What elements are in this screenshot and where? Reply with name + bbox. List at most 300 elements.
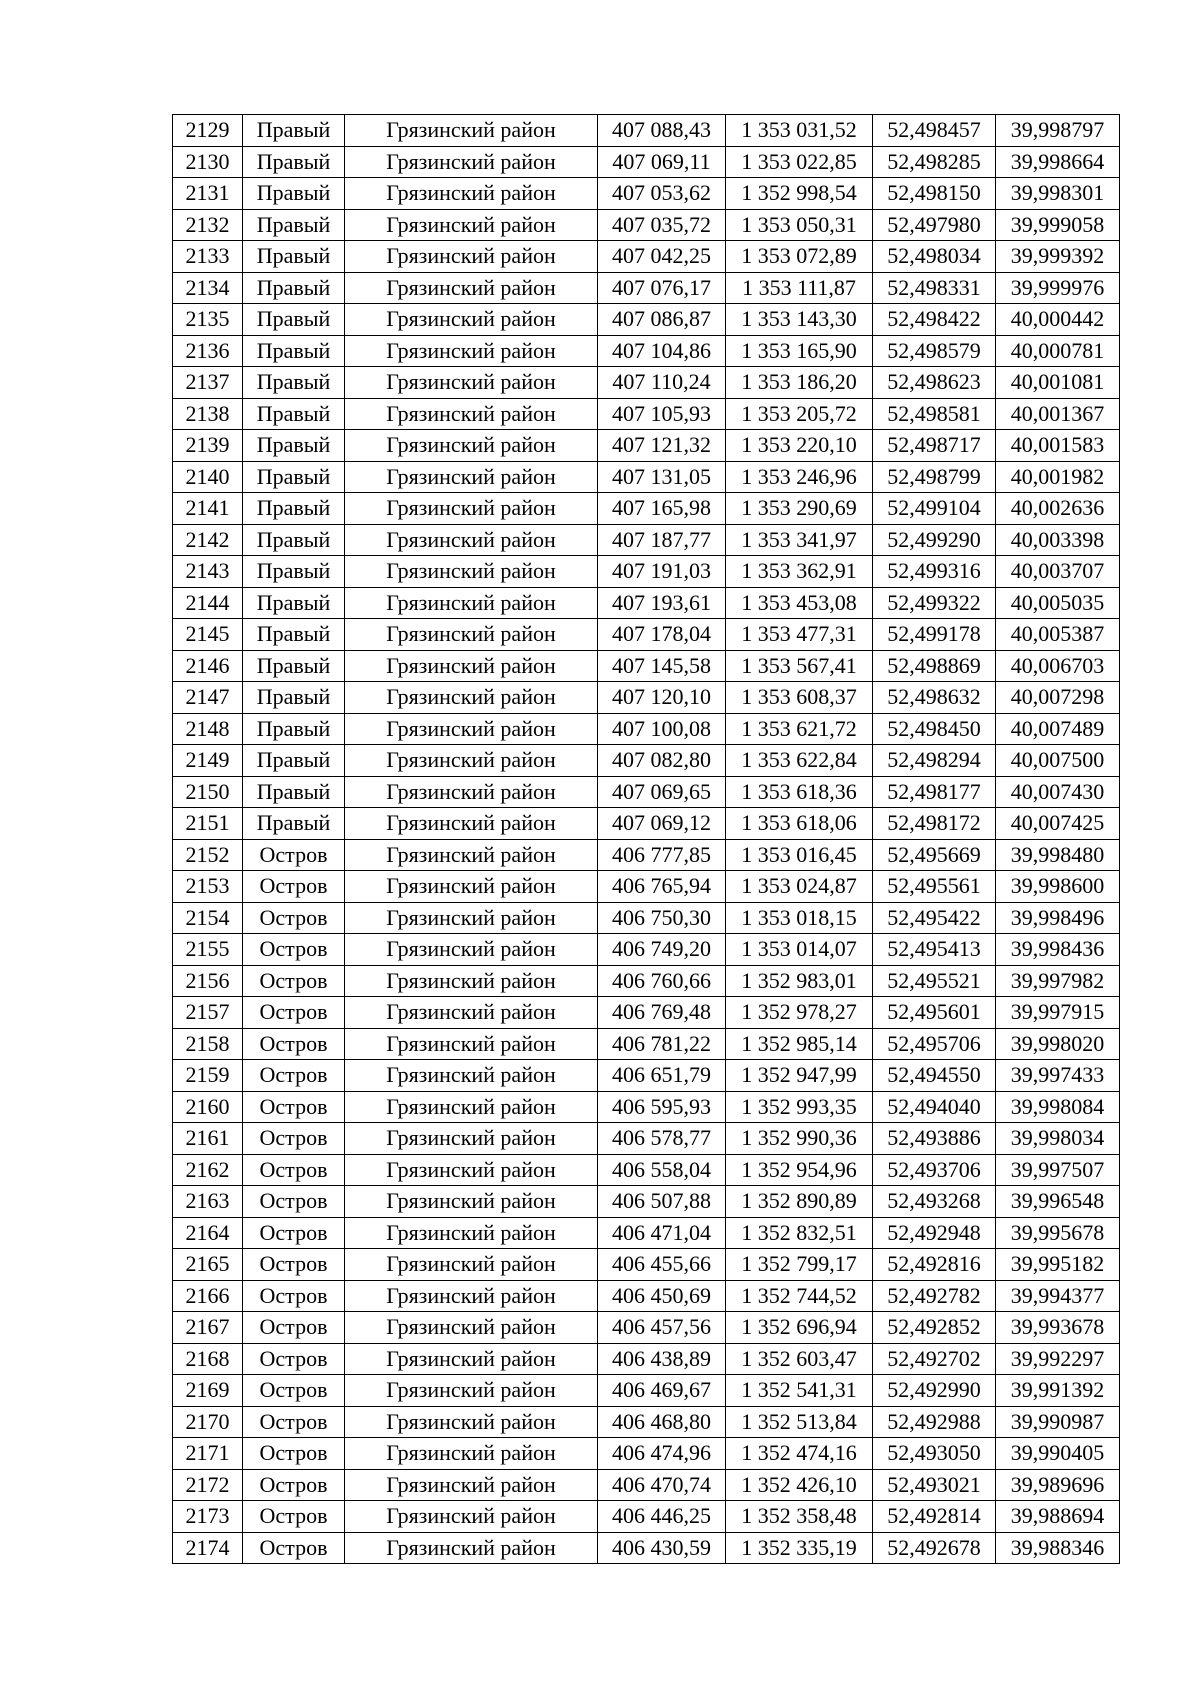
bank-cell: Правый (243, 272, 345, 304)
table-row (173, 1091, 1120, 1123)
longitude-cell: 40,007500 (996, 745, 1120, 777)
point-number-cell: 2138 (173, 398, 243, 430)
point-number-cell: 2173 (173, 1501, 243, 1533)
y-coordinate-cell: 1 352 541,31 (726, 1375, 873, 1407)
point-number-cell: 2129 (173, 115, 243, 147)
x-coordinate-cell: 407 121,32 (598, 430, 726, 462)
longitude-cell: 40,007489 (996, 713, 1120, 745)
x-coordinate-cell: 406 450,69 (598, 1280, 726, 1312)
latitude-cell: 52,492816 (873, 1249, 996, 1281)
table-row (173, 1280, 1120, 1312)
point-number-cell: 2162 (173, 1154, 243, 1186)
table-row (173, 1406, 1120, 1438)
longitude-cell: 39,995678 (996, 1217, 1120, 1249)
point-number-cell: 2136 (173, 335, 243, 367)
latitude-cell: 52,498034 (873, 241, 996, 273)
longitude-cell: 39,998664 (996, 146, 1120, 178)
bank-cell: Остров (243, 1123, 345, 1155)
point-number-cell: 2168 (173, 1343, 243, 1375)
x-coordinate-cell: 406 595,93 (598, 1091, 726, 1123)
point-number-cell: 2148 (173, 713, 243, 745)
latitude-cell: 52,497980 (873, 209, 996, 241)
point-number-cell: 2140 (173, 461, 243, 493)
y-coordinate-cell: 1 353 031,52 (726, 115, 873, 147)
district-cell: Грязинский район (345, 241, 598, 273)
table-row (173, 650, 1120, 682)
latitude-cell: 52,495601 (873, 997, 996, 1029)
longitude-cell: 40,007430 (996, 776, 1120, 808)
y-coordinate-cell: 1 352 947,99 (726, 1060, 873, 1092)
longitude-cell: 39,994377 (996, 1280, 1120, 1312)
bank-cell: Остров (243, 1438, 345, 1470)
latitude-cell: 52,492678 (873, 1532, 996, 1564)
bank-cell: Правый (243, 713, 345, 745)
district-cell: Грязинский район (345, 650, 598, 682)
point-number-cell: 2158 (173, 1028, 243, 1060)
bank-cell: Правый (243, 146, 345, 178)
latitude-cell: 52,495413 (873, 934, 996, 966)
y-coordinate-cell: 1 353 567,41 (726, 650, 873, 682)
table-row (173, 272, 1120, 304)
latitude-cell: 52,492948 (873, 1217, 996, 1249)
x-coordinate-cell: 407 178,04 (598, 619, 726, 651)
latitude-cell: 52,493021 (873, 1469, 996, 1501)
x-coordinate-cell: 407 165,98 (598, 493, 726, 525)
point-number-cell: 2139 (173, 430, 243, 462)
latitude-cell: 52,492990 (873, 1375, 996, 1407)
y-coordinate-cell: 1 353 621,72 (726, 713, 873, 745)
table-row (173, 398, 1120, 430)
table-row (173, 461, 1120, 493)
longitude-cell: 39,997915 (996, 997, 1120, 1029)
latitude-cell: 52,498331 (873, 272, 996, 304)
y-coordinate-cell: 1 353 290,69 (726, 493, 873, 525)
table-row (173, 146, 1120, 178)
district-cell: Грязинский район (345, 461, 598, 493)
table-row (173, 1312, 1120, 1344)
point-number-cell: 2151 (173, 808, 243, 840)
table-row (173, 493, 1120, 525)
district-cell: Грязинский район (345, 839, 598, 871)
x-coordinate-cell: 407 069,11 (598, 146, 726, 178)
y-coordinate-cell: 1 352 744,52 (726, 1280, 873, 1312)
district-cell: Грязинский район (345, 1438, 598, 1470)
latitude-cell: 52,499322 (873, 587, 996, 619)
longitude-cell: 39,998436 (996, 934, 1120, 966)
bank-cell: Правый (243, 682, 345, 714)
table-row (173, 776, 1120, 808)
latitude-cell: 52,495669 (873, 839, 996, 871)
x-coordinate-cell: 406 474,96 (598, 1438, 726, 1470)
table-row (173, 1532, 1120, 1564)
bank-cell: Правый (243, 115, 345, 147)
bank-cell: Правый (243, 619, 345, 651)
x-coordinate-cell: 407 191,03 (598, 556, 726, 588)
x-coordinate-cell: 407 035,72 (598, 209, 726, 241)
x-coordinate-cell: 407 193,61 (598, 587, 726, 619)
district-cell: Грязинский район (345, 934, 598, 966)
district-cell: Грязинский район (345, 776, 598, 808)
district-cell: Грязинский район (345, 1312, 598, 1344)
x-coordinate-cell: 407 086,87 (598, 304, 726, 336)
bank-cell: Правый (243, 304, 345, 336)
table-row (173, 1249, 1120, 1281)
point-number-cell: 2166 (173, 1280, 243, 1312)
point-number-cell: 2146 (173, 650, 243, 682)
latitude-cell: 52,498579 (873, 335, 996, 367)
x-coordinate-cell: 406 750,30 (598, 902, 726, 934)
table-row (173, 1060, 1120, 1092)
district-cell: Грязинский район (345, 1375, 598, 1407)
y-coordinate-cell: 1 353 618,36 (726, 776, 873, 808)
longitude-cell: 39,996548 (996, 1186, 1120, 1218)
bank-cell: Остров (243, 1217, 345, 1249)
district-cell: Грязинский район (345, 1123, 598, 1155)
x-coordinate-cell: 406 457,56 (598, 1312, 726, 1344)
longitude-cell: 39,993678 (996, 1312, 1120, 1344)
bank-cell: Правый (243, 808, 345, 840)
x-coordinate-cell: 407 187,77 (598, 524, 726, 556)
point-number-cell: 2161 (173, 1123, 243, 1155)
x-coordinate-cell: 406 469,67 (598, 1375, 726, 1407)
latitude-cell: 52,492814 (873, 1501, 996, 1533)
y-coordinate-cell: 1 352 474,16 (726, 1438, 873, 1470)
longitude-cell: 39,990987 (996, 1406, 1120, 1438)
x-coordinate-cell: 406 507,88 (598, 1186, 726, 1218)
district-cell: Грязинский район (345, 587, 598, 619)
table-row (173, 115, 1120, 147)
table-row (173, 902, 1120, 934)
latitude-cell: 52,499104 (873, 493, 996, 525)
bank-cell: Правый (243, 209, 345, 241)
table-row (173, 304, 1120, 336)
longitude-cell: 40,001081 (996, 367, 1120, 399)
latitude-cell: 52,495521 (873, 965, 996, 997)
latitude-cell: 52,493886 (873, 1123, 996, 1155)
point-number-cell: 2172 (173, 1469, 243, 1501)
latitude-cell: 52,492782 (873, 1280, 996, 1312)
x-coordinate-cell: 406 651,79 (598, 1060, 726, 1092)
y-coordinate-cell: 1 352 799,17 (726, 1249, 873, 1281)
latitude-cell: 52,493050 (873, 1438, 996, 1470)
x-coordinate-cell: 407 131,05 (598, 461, 726, 493)
bank-cell: Остров (243, 839, 345, 871)
y-coordinate-cell: 1 353 165,90 (726, 335, 873, 367)
y-coordinate-cell: 1 353 050,31 (726, 209, 873, 241)
longitude-cell: 39,998797 (996, 115, 1120, 147)
x-coordinate-cell: 406 455,66 (598, 1249, 726, 1281)
y-coordinate-cell: 1 352 954,96 (726, 1154, 873, 1186)
district-cell: Грязинский район (345, 1406, 598, 1438)
district-cell: Грязинский район (345, 1532, 598, 1564)
bank-cell: Остров (243, 1280, 345, 1312)
y-coordinate-cell: 1 353 018,15 (726, 902, 873, 934)
point-number-cell: 2159 (173, 1060, 243, 1092)
y-coordinate-cell: 1 353 143,30 (726, 304, 873, 336)
district-cell: Грязинский район (345, 1343, 598, 1375)
longitude-cell: 39,998600 (996, 871, 1120, 903)
x-coordinate-cell: 407 104,86 (598, 335, 726, 367)
point-number-cell: 2142 (173, 524, 243, 556)
bank-cell: Остров (243, 934, 345, 966)
bank-cell: Правый (243, 430, 345, 462)
y-coordinate-cell: 1 353 477,31 (726, 619, 873, 651)
x-coordinate-cell: 406 446,25 (598, 1501, 726, 1533)
longitude-cell: 39,992297 (996, 1343, 1120, 1375)
longitude-cell: 39,999392 (996, 241, 1120, 273)
x-coordinate-cell: 407 110,24 (598, 367, 726, 399)
longitude-cell: 40,001583 (996, 430, 1120, 462)
longitude-cell: 39,990405 (996, 1438, 1120, 1470)
bank-cell: Правый (243, 776, 345, 808)
y-coordinate-cell: 1 352 978,27 (726, 997, 873, 1029)
x-coordinate-cell: 406 471,04 (598, 1217, 726, 1249)
point-number-cell: 2169 (173, 1375, 243, 1407)
x-coordinate-cell: 407 069,12 (598, 808, 726, 840)
district-cell: Грязинский район (345, 1280, 598, 1312)
district-cell: Грязинский район (345, 209, 598, 241)
bank-cell: Правый (243, 493, 345, 525)
district-cell: Грязинский район (345, 745, 598, 777)
y-coordinate-cell: 1 353 014,07 (726, 934, 873, 966)
latitude-cell: 52,498294 (873, 745, 996, 777)
bank-cell: Остров (243, 1028, 345, 1060)
table-row (173, 745, 1120, 777)
longitude-cell: 39,998301 (996, 178, 1120, 210)
point-number-cell: 2170 (173, 1406, 243, 1438)
y-coordinate-cell: 1 353 022,85 (726, 146, 873, 178)
bank-cell: Правый (243, 461, 345, 493)
district-cell: Грязинский район (345, 493, 598, 525)
latitude-cell: 52,498799 (873, 461, 996, 493)
point-number-cell: 2163 (173, 1186, 243, 1218)
bank-cell: Остров (243, 997, 345, 1029)
y-coordinate-cell: 1 353 024,87 (726, 871, 873, 903)
bank-cell: Остров (243, 1154, 345, 1186)
table-row (173, 1501, 1120, 1533)
bank-cell: Остров (243, 965, 345, 997)
district-cell: Грязинский район (345, 1249, 598, 1281)
longitude-cell: 40,000781 (996, 335, 1120, 367)
point-number-cell: 2133 (173, 241, 243, 273)
y-coordinate-cell: 1 353 608,37 (726, 682, 873, 714)
district-cell: Грязинский район (345, 1186, 598, 1218)
bank-cell: Правый (243, 587, 345, 619)
district-cell: Грязинский район (345, 1028, 598, 1060)
point-number-cell: 2160 (173, 1091, 243, 1123)
y-coordinate-cell: 1 352 832,51 (726, 1217, 873, 1249)
district-cell: Грязинский район (345, 1501, 598, 1533)
latitude-cell: 52,499178 (873, 619, 996, 651)
latitude-cell: 52,498581 (873, 398, 996, 430)
district-cell: Грязинский район (345, 1091, 598, 1123)
table-row (173, 335, 1120, 367)
district-cell: Грязинский район (345, 1217, 598, 1249)
longitude-cell: 40,006703 (996, 650, 1120, 682)
point-number-cell: 2150 (173, 776, 243, 808)
table-row (173, 808, 1120, 840)
longitude-cell: 39,998020 (996, 1028, 1120, 1060)
longitude-cell: 40,007298 (996, 682, 1120, 714)
table-row (173, 1469, 1120, 1501)
table-row (173, 1028, 1120, 1060)
longitude-cell: 39,998480 (996, 839, 1120, 871)
point-number-cell: 2143 (173, 556, 243, 588)
table-row (173, 524, 1120, 556)
district-cell: Грязинский район (345, 335, 598, 367)
longitude-cell: 39,997433 (996, 1060, 1120, 1092)
bank-cell: Остров (243, 1249, 345, 1281)
point-number-cell: 2131 (173, 178, 243, 210)
district-cell: Грязинский район (345, 1154, 598, 1186)
point-number-cell: 2132 (173, 209, 243, 241)
longitude-cell: 39,998034 (996, 1123, 1120, 1155)
y-coordinate-cell: 1 352 603,47 (726, 1343, 873, 1375)
table-row (173, 1343, 1120, 1375)
latitude-cell: 52,498869 (873, 650, 996, 682)
table-row (173, 1154, 1120, 1186)
table-row (173, 965, 1120, 997)
district-cell: Грязинский район (345, 272, 598, 304)
bank-cell: Остров (243, 1501, 345, 1533)
x-coordinate-cell: 406 558,04 (598, 1154, 726, 1186)
district-cell: Грязинский район (345, 430, 598, 462)
y-coordinate-cell: 1 352 335,19 (726, 1532, 873, 1564)
latitude-cell: 52,498457 (873, 115, 996, 147)
point-number-cell: 2152 (173, 839, 243, 871)
point-number-cell: 2167 (173, 1312, 243, 1344)
longitude-cell: 39,991392 (996, 1375, 1120, 1407)
y-coordinate-cell: 1 352 358,48 (726, 1501, 873, 1533)
bank-cell: Остров (243, 902, 345, 934)
district-cell: Грязинский район (345, 902, 598, 934)
latitude-cell: 52,499290 (873, 524, 996, 556)
table-row (173, 682, 1120, 714)
x-coordinate-cell: 407 053,62 (598, 178, 726, 210)
x-coordinate-cell: 406 781,22 (598, 1028, 726, 1060)
bank-cell: Остров (243, 1186, 345, 1218)
district-cell: Грязинский район (345, 619, 598, 651)
x-coordinate-cell: 407 088,43 (598, 115, 726, 147)
y-coordinate-cell: 1 352 993,35 (726, 1091, 873, 1123)
x-coordinate-cell: 406 578,77 (598, 1123, 726, 1155)
latitude-cell: 52,492852 (873, 1312, 996, 1344)
coordinates-table (172, 114, 1120, 1564)
bank-cell: Правый (243, 335, 345, 367)
latitude-cell: 52,493706 (873, 1154, 996, 1186)
table-row (173, 997, 1120, 1029)
longitude-cell: 39,997507 (996, 1154, 1120, 1186)
y-coordinate-cell: 1 352 983,01 (726, 965, 873, 997)
y-coordinate-cell: 1 353 246,96 (726, 461, 873, 493)
y-coordinate-cell: 1 353 111,87 (726, 272, 873, 304)
x-coordinate-cell: 407 082,80 (598, 745, 726, 777)
district-cell: Грязинский район (345, 556, 598, 588)
y-coordinate-cell: 1 353 622,84 (726, 745, 873, 777)
y-coordinate-cell: 1 353 220,10 (726, 430, 873, 462)
district-cell: Грязинский район (345, 808, 598, 840)
x-coordinate-cell: 406 430,59 (598, 1532, 726, 1564)
district-cell: Грязинский район (345, 682, 598, 714)
table-row (173, 178, 1120, 210)
district-cell: Грязинский район (345, 178, 598, 210)
table-row (173, 619, 1120, 651)
longitude-cell: 39,998084 (996, 1091, 1120, 1123)
bank-cell: Остров (243, 1091, 345, 1123)
longitude-cell: 39,999976 (996, 272, 1120, 304)
longitude-cell: 39,999058 (996, 209, 1120, 241)
point-number-cell: 2135 (173, 304, 243, 336)
point-number-cell: 2144 (173, 587, 243, 619)
x-coordinate-cell: 406 765,94 (598, 871, 726, 903)
bank-cell: Остров (243, 1406, 345, 1438)
x-coordinate-cell: 407 120,10 (598, 682, 726, 714)
latitude-cell: 52,492988 (873, 1406, 996, 1438)
bank-cell: Правый (243, 745, 345, 777)
x-coordinate-cell: 407 145,58 (598, 650, 726, 682)
y-coordinate-cell: 1 353 016,45 (726, 839, 873, 871)
y-coordinate-cell: 1 353 341,97 (726, 524, 873, 556)
point-number-cell: 2157 (173, 997, 243, 1029)
table-row (173, 713, 1120, 745)
bank-cell: Остров (243, 1469, 345, 1501)
longitude-cell: 40,000442 (996, 304, 1120, 336)
x-coordinate-cell: 407 069,65 (598, 776, 726, 808)
latitude-cell: 52,499316 (873, 556, 996, 588)
point-number-cell: 2137 (173, 367, 243, 399)
point-number-cell: 2174 (173, 1532, 243, 1564)
latitude-cell: 52,495561 (873, 871, 996, 903)
x-coordinate-cell: 407 100,08 (598, 713, 726, 745)
district-cell: Грязинский район (345, 146, 598, 178)
table-row (173, 209, 1120, 241)
x-coordinate-cell: 407 105,93 (598, 398, 726, 430)
district-cell: Грязинский район (345, 398, 598, 430)
bank-cell: Правый (243, 367, 345, 399)
y-coordinate-cell: 1 353 072,89 (726, 241, 873, 273)
table-row (173, 1186, 1120, 1218)
district-cell: Грязинский район (345, 524, 598, 556)
latitude-cell: 52,498177 (873, 776, 996, 808)
point-number-cell: 2154 (173, 902, 243, 934)
table-row (173, 1217, 1120, 1249)
longitude-cell: 40,003398 (996, 524, 1120, 556)
bank-cell: Правый (243, 650, 345, 682)
district-cell: Грязинский район (345, 1469, 598, 1501)
y-coordinate-cell: 1 352 985,14 (726, 1028, 873, 1060)
latitude-cell: 52,493268 (873, 1186, 996, 1218)
x-coordinate-cell: 406 769,48 (598, 997, 726, 1029)
point-number-cell: 2147 (173, 682, 243, 714)
district-cell: Грязинский район (345, 871, 598, 903)
point-number-cell: 2145 (173, 619, 243, 651)
latitude-cell: 52,498172 (873, 808, 996, 840)
table-row (173, 556, 1120, 588)
latitude-cell: 52,498623 (873, 367, 996, 399)
y-coordinate-cell: 1 352 990,36 (726, 1123, 873, 1155)
x-coordinate-cell: 406 468,80 (598, 1406, 726, 1438)
longitude-cell: 39,989696 (996, 1469, 1120, 1501)
y-coordinate-cell: 1 353 618,06 (726, 808, 873, 840)
point-number-cell: 2171 (173, 1438, 243, 1470)
district-cell: Грязинский район (345, 367, 598, 399)
longitude-cell: 39,988346 (996, 1532, 1120, 1564)
longitude-cell: 40,003707 (996, 556, 1120, 588)
district-cell: Грязинский район (345, 304, 598, 336)
district-cell: Грязинский район (345, 965, 598, 997)
latitude-cell: 52,498632 (873, 682, 996, 714)
y-coordinate-cell: 1 353 362,91 (726, 556, 873, 588)
